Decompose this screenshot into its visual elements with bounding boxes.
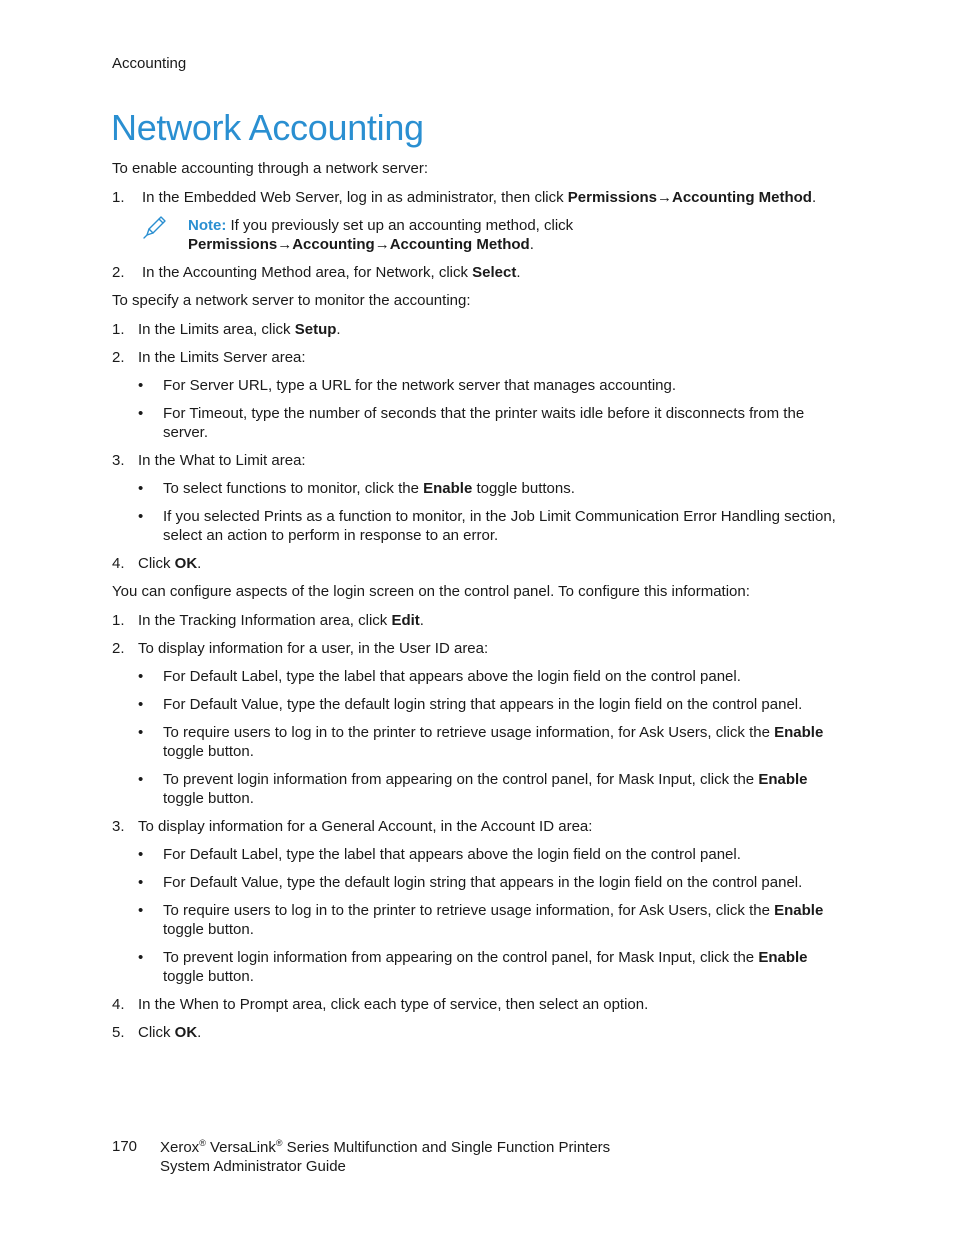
bullet-icon: • xyxy=(138,874,144,891)
list-item xyxy=(112,901,842,939)
step-number: 3. xyxy=(112,452,125,469)
step-number: 1. xyxy=(112,189,125,206)
list-item xyxy=(112,723,842,761)
step-text: In the When to Prompt area, click each type of service, then select an option. xyxy=(138,996,649,1013)
note-block xyxy=(112,216,842,254)
bullet-list xyxy=(112,479,842,545)
step-text: Click xyxy=(138,1024,175,1041)
step-punct: . xyxy=(197,555,202,572)
footer-line2: System Administrator Guide xyxy=(160,1158,346,1175)
bullet-icon: • xyxy=(138,949,144,966)
bullet-bold: Enable xyxy=(758,949,808,966)
step-2-list-2 xyxy=(112,348,842,367)
step-bold: OK xyxy=(174,1024,198,1041)
step-number: 2. xyxy=(112,349,125,366)
list-item xyxy=(112,404,842,442)
bullet-text-end: toggle button. xyxy=(163,968,254,985)
step-number: 2. xyxy=(112,640,125,657)
step-punct: . xyxy=(811,189,817,206)
step-number: 4. xyxy=(112,555,125,572)
step-4-list-3 xyxy=(112,995,842,1014)
list-item xyxy=(112,376,842,395)
step-number: 1. xyxy=(112,612,125,629)
bullet-icon: • xyxy=(138,405,144,422)
step-4-list-2 xyxy=(112,554,842,573)
list-item xyxy=(112,695,842,714)
bullet-icon: • xyxy=(138,696,144,713)
intro-limits-server: To specify a network server to monitor the accounting: xyxy=(112,292,471,309)
step-punct: . xyxy=(336,321,341,338)
footer-product: VersaLink xyxy=(205,1139,276,1156)
step-number: 3. xyxy=(112,818,125,835)
bullet-icon: • xyxy=(138,480,144,497)
bullet-bold: Enable xyxy=(758,771,808,788)
step-punct: . xyxy=(419,612,424,629)
list-item xyxy=(112,873,842,892)
step-bold: Select xyxy=(472,264,517,281)
step-text: In the Limits Server area: xyxy=(138,349,306,366)
running-header: Accounting xyxy=(112,55,187,72)
list-item xyxy=(112,770,842,808)
step-number: 4. xyxy=(112,996,125,1013)
step-1-list-3 xyxy=(112,611,842,630)
step-text: In the What to Limit area: xyxy=(138,452,306,469)
bullet-text: For Default Value, type the default login string that appears in the login field on the control panel. xyxy=(163,874,803,891)
bullet-text: To prevent login information from appearing on the control panel, for Mask Input, click the xyxy=(163,771,759,788)
step-punct: . xyxy=(197,1024,202,1041)
bullet-icon: • xyxy=(138,508,144,525)
bullet-text: For Server URL, type a URL for the network server that manages accounting. xyxy=(163,377,677,394)
bullet-text: To select functions to monitor, click the xyxy=(163,480,424,497)
bullet-list xyxy=(112,845,842,986)
bullet-text-end: toggle button. xyxy=(163,743,254,760)
bullet-icon: • xyxy=(138,377,144,394)
step-text: In the Tracking Information area, click xyxy=(138,612,392,629)
note-menu-path: Permissions→Accounting→Accounting Method xyxy=(188,236,530,253)
note-label: Note: xyxy=(188,217,227,234)
bullet-text: For Default Value, type the default login string that appears in the login field on the control panel. xyxy=(163,696,803,713)
bullet-bold: Enable xyxy=(774,724,824,741)
bullet-text: For Default Label, type the label that appears above the login field on the control panel. xyxy=(163,846,741,863)
note-punct: . xyxy=(529,236,534,253)
page-title: Network Accounting xyxy=(111,107,424,148)
step-number: 2. xyxy=(112,264,125,281)
step-text: In the Accounting Method area, for Network, click xyxy=(142,264,473,281)
bullet-text-end: toggle button. xyxy=(163,921,254,938)
footer-line1: Series Multifunction and Single Function Printers xyxy=(282,1139,611,1156)
page-number: 170 xyxy=(112,1138,138,1155)
footer-title xyxy=(160,1138,760,1176)
bullet-text: To prevent login information from appearing on the control panel, for Mask Input, click the xyxy=(163,949,759,966)
list-item xyxy=(112,507,842,545)
step-punct: . xyxy=(516,264,521,281)
step-1-list-2 xyxy=(112,320,842,339)
intro-login-screen: You can configure aspects of the login screen on the control panel. To configure this information: xyxy=(112,583,750,600)
note-text: If you previously set up an accounting method, click xyxy=(226,217,574,234)
step-text: In the Limits area, click xyxy=(138,321,295,338)
step-bold: Edit xyxy=(391,612,420,629)
bullet-text: To require users to log in to the printer to retrieve usage information, for Ask Users, click the xyxy=(163,724,775,741)
bullet-text-end: toggle buttons. xyxy=(472,480,575,497)
step-1-list-1 xyxy=(112,188,842,207)
bullet-bold: Enable xyxy=(774,902,824,919)
step-3-list-2 xyxy=(112,451,842,470)
bullet-text-end: toggle button. xyxy=(163,790,254,807)
bullet-text: If you selected Prints as a function to monitor, in the Job Limit Communication Error Handling section, select an action to perform in response to an error. xyxy=(163,508,836,544)
intro-network-server: To enable accounting through a network server: xyxy=(112,160,429,177)
step-text: Click xyxy=(138,555,175,572)
footer-brand: Xerox xyxy=(160,1139,200,1156)
list-item xyxy=(112,479,842,498)
bullet-icon: • xyxy=(138,846,144,863)
bullet-icon: • xyxy=(138,771,144,788)
step-bold: Setup xyxy=(294,321,337,338)
step-text: To display information for a user, in the User ID area: xyxy=(138,640,489,657)
body-content xyxy=(112,159,842,1051)
bullet-text: To require users to log in to the printer to retrieve usage information, for Ask Users, click the xyxy=(163,902,775,919)
menu-path: Permissions→Accounting Method xyxy=(567,189,812,206)
step-2-list-1 xyxy=(112,263,842,282)
step-2-list-3 xyxy=(112,639,842,658)
step-number: 5. xyxy=(112,1024,125,1041)
registered-mark: ® xyxy=(199,1138,206,1148)
registered-mark: ® xyxy=(275,1138,283,1148)
step-5-list-3 xyxy=(112,1023,842,1042)
step-3-list-3 xyxy=(112,817,842,836)
step-text: To display information for a General Account, in the Account ID area: xyxy=(138,818,593,835)
bullet-icon: • xyxy=(138,724,144,741)
list-item xyxy=(112,667,842,686)
step-text: In the Embedded Web Server, log in as administrator, then click xyxy=(142,189,568,206)
bullet-icon: • xyxy=(138,668,144,685)
bullet-list xyxy=(112,376,842,442)
list-item xyxy=(112,845,842,864)
bullet-text: For Timeout, type the number of seconds that the printer waits idle before it disconnects from the server. xyxy=(163,405,805,441)
step-number: 1. xyxy=(112,321,125,338)
bullet-icon: • xyxy=(138,902,144,919)
list-item xyxy=(112,948,842,986)
pencil-icon xyxy=(142,214,168,240)
bullet-bold: Enable xyxy=(423,480,473,497)
bullet-list xyxy=(112,667,842,808)
bullet-text: For Default Label, type the label that appears above the login field on the control panel. xyxy=(163,668,741,685)
step-bold: OK xyxy=(174,555,198,572)
